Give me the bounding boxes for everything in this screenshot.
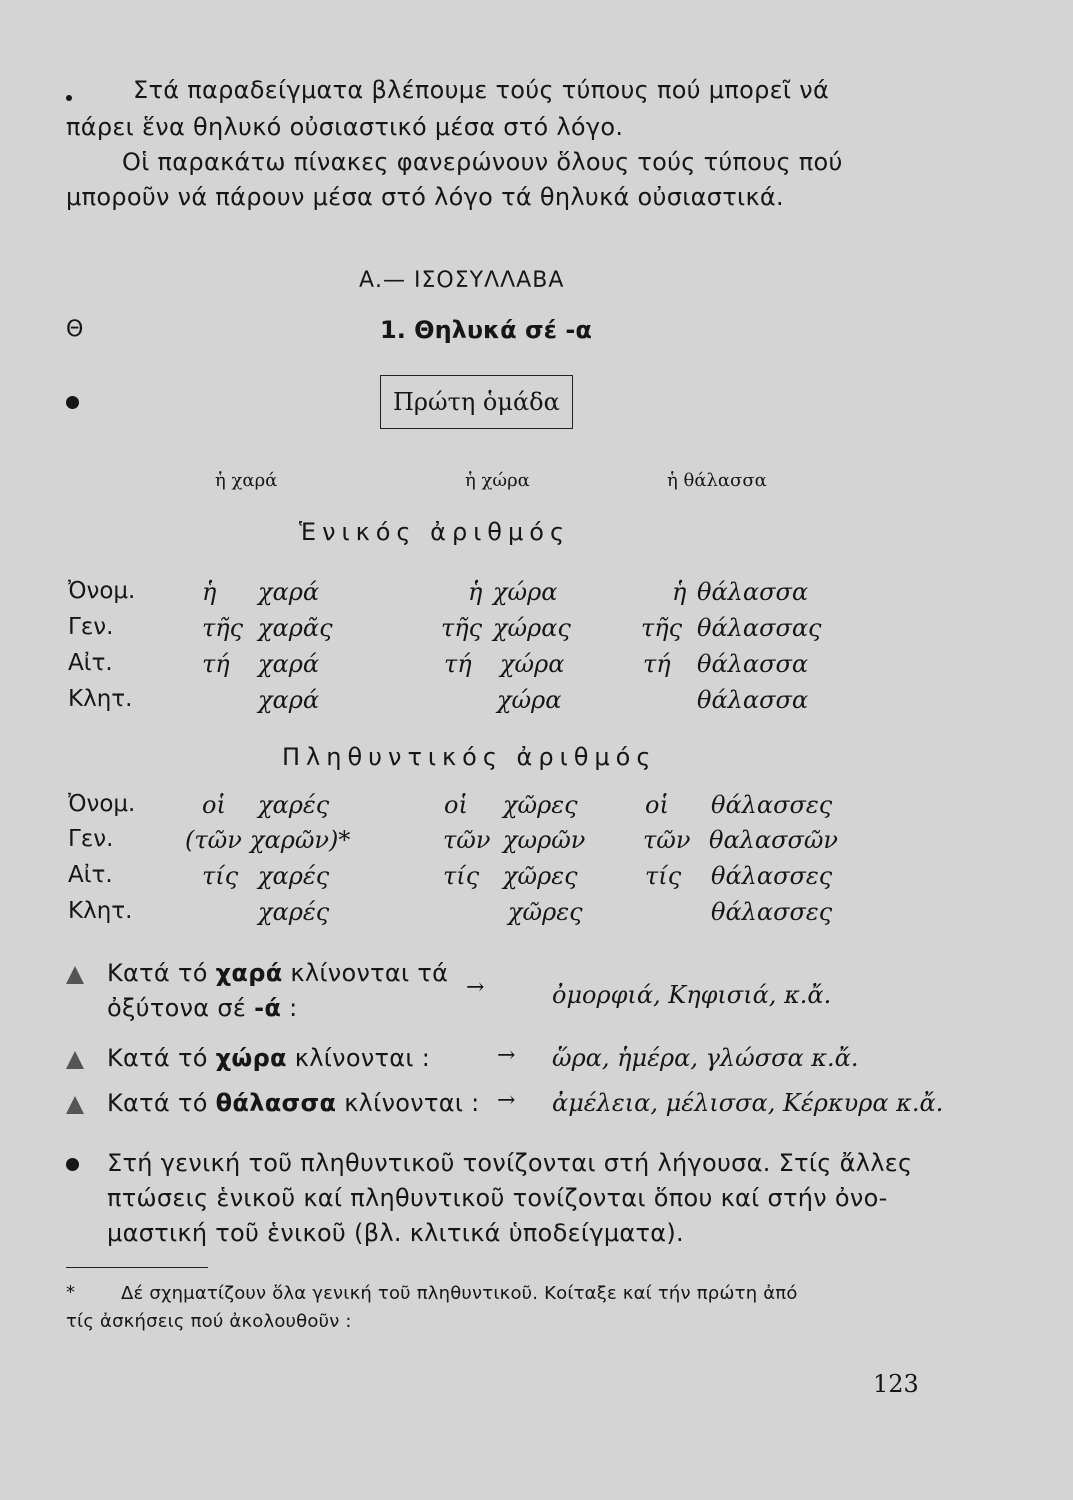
intro-line-1: Στά παραδείγματα βλέπουμε τούς τύπους πού μπορεῖ νά <box>133 76 830 104</box>
rule-marker-icon <box>66 1051 84 1069</box>
rule-3-post: κλίνονται : <box>344 1089 480 1117</box>
footnote-line-1: Δέ σχηματίζουν ὅλα γενική τοῦ πληθυντικοῦ. Κοίταξε καί τήν πρώτη ἀπό <box>121 1283 798 1304</box>
form: θαλασσῶν <box>709 826 838 854</box>
arrow-icon: → <box>497 1043 516 1068</box>
rule-3-examples: ἀμέλεια, μέλισσα, Κέρκυρα κ.ἄ. <box>552 1089 944 1117</box>
rule-2-line <box>107 1044 430 1072</box>
rule-2-pre: Κατά τό <box>107 1044 208 1072</box>
rule-1-examples: ὀμορφιά, Κηφισιά, κ.ἄ. <box>552 981 832 1009</box>
plural-heading: Πληθυντικός ἀριθμός <box>282 743 657 771</box>
rule-3-bold: θάλασσα <box>215 1089 337 1117</box>
intro-line-2: πάρει ἕνα θηλυκό οὐσιαστικό μέσα στό λόγο. <box>66 113 624 141</box>
form: θάλασσα <box>697 686 809 714</box>
article: ἡ <box>672 578 687 606</box>
form: χαρά <box>258 578 320 606</box>
form: θάλασσα <box>697 650 809 678</box>
article: τή <box>202 650 230 678</box>
form: χώρα <box>497 686 562 714</box>
footnote-line-2: τίς ἀσκήσεις πού ἀκολουθοῦν : <box>66 1311 352 1332</box>
article: τῆς <box>441 614 483 642</box>
footnote-rule <box>66 1267 208 1268</box>
singular-heading: Ἑνικός ἀριθμός <box>299 518 571 546</box>
form: θάλασσας <box>697 614 822 642</box>
arrow-icon: → <box>497 1088 516 1113</box>
rule-marker-icon <box>66 966 84 984</box>
group-bullet <box>66 396 79 409</box>
headword-2: ἡ χώρα <box>465 470 530 491</box>
form: χῶρες <box>503 791 578 819</box>
footnote-mark: * <box>66 1282 75 1303</box>
form: χωρῶν <box>503 826 586 854</box>
rule-1-post: κλίνονται τά <box>290 959 449 987</box>
form: χῶρες <box>508 898 583 926</box>
headword-3: ἡ θάλασσα <box>667 470 767 491</box>
group-box-label: Πρώτη ὁμάδα <box>393 388 560 416</box>
intro-line-4: μποροῦν νά πάρουν μέσα στό λόγο τά θηλυκά οὐσιαστικά. <box>66 183 784 211</box>
form: θάλασσα <box>697 578 809 606</box>
rule-1-line2-bold: -ά <box>254 994 282 1022</box>
case-label: Ὀνομ. <box>68 791 136 817</box>
case-label: Γεν. <box>68 826 114 852</box>
article: τῶν <box>643 826 691 854</box>
case-label: Αἰτ. <box>68 650 113 676</box>
article: τίς <box>443 862 480 890</box>
rule-2-post: κλίνονται : <box>294 1044 431 1072</box>
rule-2-bold: χώρα <box>215 1044 287 1072</box>
form: χώρας <box>493 614 571 642</box>
note-line-3: μαστική τοῦ ἑνικοῦ (βλ. κλιτικά ὑποδείγματα). <box>107 1219 684 1247</box>
group-box <box>380 375 573 429</box>
form: χαρές <box>258 791 330 819</box>
form: χώρα <box>493 578 558 606</box>
article: οἱ <box>645 791 669 819</box>
case-label: Κλητ. <box>68 898 133 924</box>
intro-line-3: Οἱ παρακάτω πίνακες φανερώνουν ὅλους τούς τύπους πού <box>122 148 843 176</box>
form: χῶρες <box>503 862 578 890</box>
section-title: Α.— ΙΣΟΣΥΛΛΑΒΑ <box>359 268 565 293</box>
form: χαρῶν)* <box>250 826 351 854</box>
article: τή <box>444 650 472 678</box>
article: τή <box>643 650 671 678</box>
form: χαρά <box>258 686 320 714</box>
arrow-icon: → <box>466 975 485 1000</box>
form: χαρές <box>258 898 330 926</box>
form: χαρά <box>258 650 320 678</box>
article: τῆς <box>202 614 244 642</box>
note-bullet <box>66 1158 79 1171</box>
rule-1-line2-pre: ὀξύτονα σέ <box>107 994 247 1022</box>
form: χώρα <box>500 650 565 678</box>
article: τῶν <box>443 826 491 854</box>
form: χαρᾶς <box>258 614 333 642</box>
article: οἱ <box>444 791 468 819</box>
rule-3-pre: Κατά τό <box>107 1089 208 1117</box>
page-number: 123 <box>873 1370 919 1398</box>
article: τίς <box>645 862 682 890</box>
case-label: Ὀνομ. <box>68 578 136 604</box>
form: θάλασσες <box>711 862 833 890</box>
rule-3-line <box>107 1089 480 1117</box>
form: χαρές <box>258 862 330 890</box>
article: οἱ <box>202 791 226 819</box>
note-line-2: πτώσεις ἑνικοῦ καί πληθυντικοῦ τονίζονται ὅπου καί στήν ὀνο- <box>107 1184 888 1212</box>
article: ἡ <box>468 578 483 606</box>
intro-bullet <box>66 95 72 101</box>
case-label: Κλητ. <box>68 686 133 712</box>
rule-1-pre: Κατά τό <box>107 959 208 987</box>
rule-2-examples: ὥρα, ἡμέρα, γλώσσα κ.ἄ. <box>552 1044 859 1072</box>
case-label: Αἰτ. <box>68 862 113 888</box>
case-label: Γεν. <box>68 614 114 640</box>
article: ἡ <box>202 578 217 606</box>
subsection-title: 1. Θηλυκά σέ -α <box>380 316 592 344</box>
form: θάλασσες <box>711 791 833 819</box>
rule-1-line2-post: : <box>289 994 298 1022</box>
article: τίς <box>202 862 239 890</box>
form: θάλασσες <box>711 898 833 926</box>
rule-1-line-2 <box>107 994 297 1022</box>
rule-1-line-1 <box>107 959 448 987</box>
theta-marker: Θ <box>66 317 84 342</box>
rule-1-bold: χαρά <box>215 959 283 987</box>
headword-1: ἡ χαρά <box>215 470 278 491</box>
article: (τῶν <box>185 826 242 854</box>
article: τῆς <box>641 614 683 642</box>
note-line-1: Στή γενική τοῦ πληθυντικοῦ τονίζονται στή λήγουσα. Στίς ἄλλες <box>107 1149 913 1177</box>
rule-marker-icon <box>66 1096 84 1114</box>
